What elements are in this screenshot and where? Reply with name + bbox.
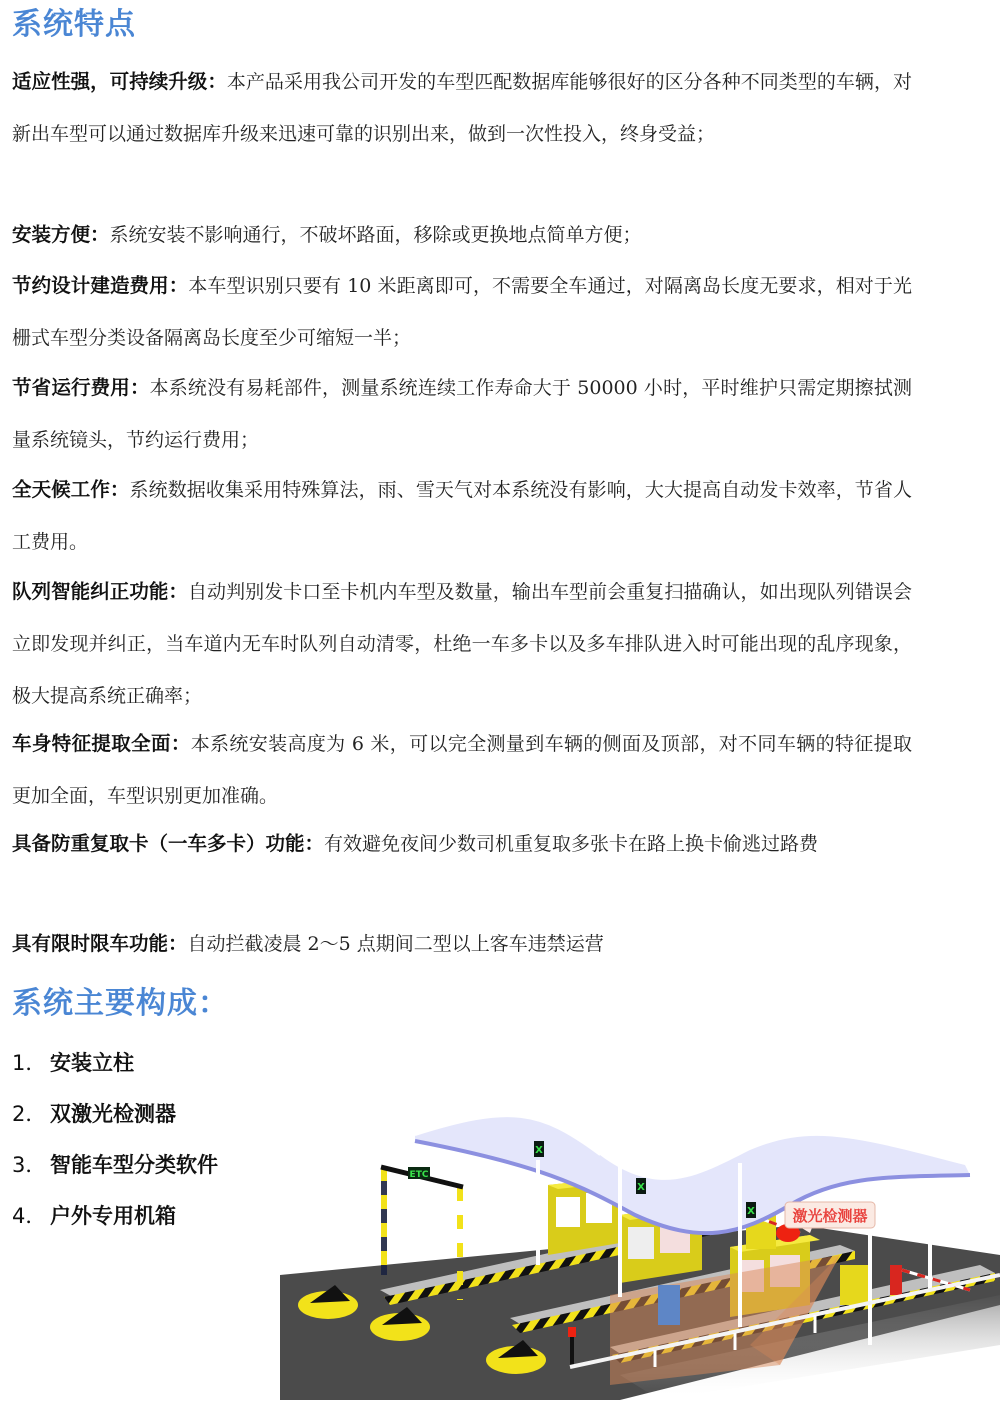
- feature-text: 本系统安装高度为 6 米，可以完全测量到车辆的侧面及顶部，对不同车辆的特征提取更加全面，车型识别更加准确。: [12, 733, 912, 807]
- item-label: 智能车型分类软件: [50, 1153, 218, 1177]
- item-number: 1．: [12, 1051, 47, 1075]
- lane-sign-text: X: [637, 1182, 645, 1193]
- feature-lead: 全天候工作：: [12, 478, 130, 501]
- item-label: 安装立柱: [50, 1051, 134, 1075]
- item-number: 4．: [12, 1204, 47, 1228]
- feature-easy-install: [12, 209, 912, 261]
- component-item-pillar: [12, 1038, 218, 1089]
- item-label: 双激光检测器: [50, 1102, 176, 1126]
- feature-text: 系统数据收集采用特殊算法，雨、雪天气对本系统没有影响，大大提高自动发卡效率，节省人工费用。: [12, 479, 912, 553]
- feature-lead: 队列智能纠正功能：: [12, 580, 188, 603]
- feature-lead: 安装方便：: [12, 223, 110, 246]
- feature-text: 自动拦截凌晨 2～5 点期间二型以上客车违禁运营: [187, 933, 604, 955]
- item-label: 户外专用机箱: [50, 1204, 176, 1228]
- component-item-laser-detector: [12, 1089, 218, 1140]
- feature-lead: 车身特征提取全面：: [12, 732, 191, 755]
- feature-all-weather: [12, 464, 912, 568]
- feature-text: 系统安装不影响通行，不破坏路面，移除或更换地点简单方便；: [109, 224, 642, 246]
- feature-adaptability: [12, 56, 912, 160]
- feature-lead: 适应性强，可持续升级：: [12, 70, 227, 93]
- component-item-software: [12, 1140, 218, 1191]
- lane-sign-text: X: [747, 1206, 755, 1217]
- feature-lead: 具有限时限车功能：: [12, 932, 188, 955]
- feature-text: 本车型识别只要有 10 米距离即可，不需要全车通过，对隔离岛长度无要求，相对于光栅式车型分类设备隔离岛长度至少可缩短一半；: [12, 275, 912, 349]
- feature-operating-cost: [12, 362, 912, 466]
- feature-lead: 具备防重复取卡（一车多卡）功能：: [12, 832, 325, 855]
- lane-sign-text: X: [535, 1145, 543, 1156]
- feature-queue-correction: [12, 566, 912, 722]
- item-number: 3．: [12, 1153, 47, 1177]
- feature-text: 自动判别发卡口至卡机内车型及数量，输出车型前会重复扫描确认，如出现队列错误会立即发现并纠正，当车道内无车时队列自动清零，杜绝一车多卡以及多车排队进入时可能出现的乱序现象，极大提高系统正确率；: [12, 581, 912, 707]
- feature-text: 有效避免夜间少数司机重复取多张卡在路上换卡偷逃过路费: [324, 833, 819, 855]
- cabinet: [840, 1265, 870, 1305]
- feature-body-extraction: [12, 718, 912, 822]
- item-number: 2．: [12, 1102, 47, 1126]
- feature-text: 本系统没有易耗部件，测量系统连续工作寿命大于 50000 小时，平时维护只需定期擦拭测量系统镜头，节约运行费用；: [12, 377, 912, 451]
- components-list: [12, 1038, 218, 1242]
- feature-anti-duplicate-card: [12, 818, 912, 870]
- etc-sign-text: ETC: [409, 1170, 429, 1180]
- canopy: [415, 1116, 970, 1233]
- feature-lead: 节省运行费用：: [12, 376, 150, 399]
- laser-sensor: [568, 1327, 576, 1337]
- toll-plaza-illustration: [280, 1105, 1000, 1400]
- card-machine: [658, 1285, 680, 1325]
- features-heading: 系统特点: [12, 7, 136, 42]
- components-heading: 系统主要构成：: [12, 986, 229, 1021]
- feature-lead: 节约设计建造费用：: [12, 274, 189, 297]
- component-item-cabinet: [12, 1191, 218, 1242]
- feature-text: 本产品采用我公司开发的车型匹配数据库能够很好的区分各种不同类型的车辆，对新出车型可以通过数据库升级来迅速可靠的识别出来，做到一次性投入，终身受益；: [12, 71, 912, 145]
- feature-construction-cost: [12, 260, 912, 364]
- feature-time-restriction: [12, 918, 912, 970]
- callout-label: 激光检测器: [792, 1207, 868, 1225]
